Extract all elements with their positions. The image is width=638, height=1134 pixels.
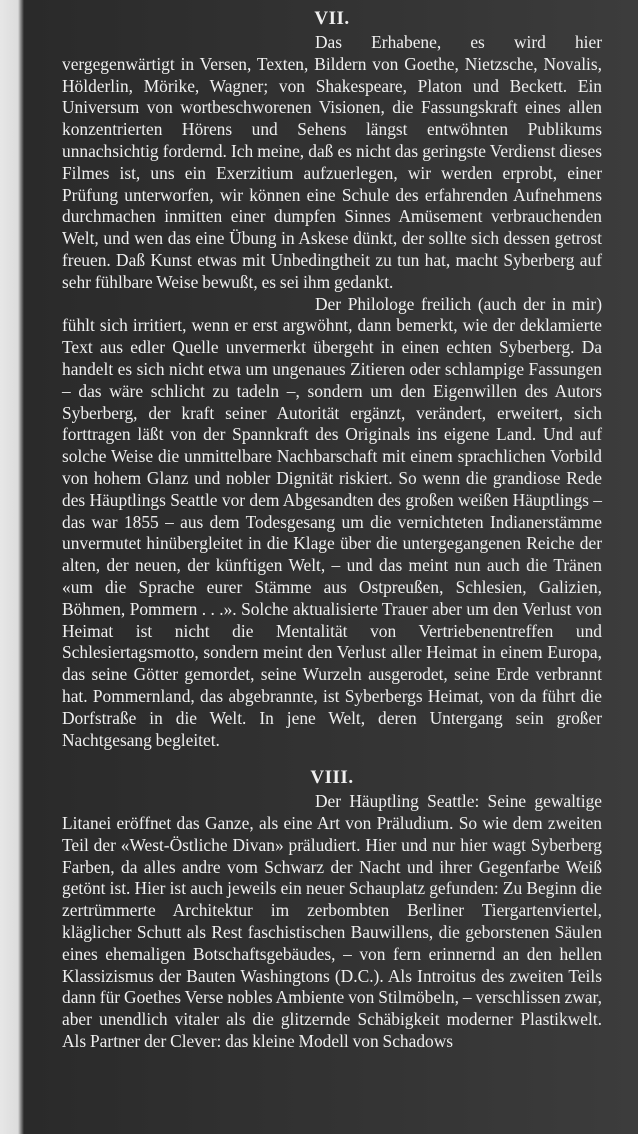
text-column: [62, 8, 602, 1053]
paragraph-philologe: Der Philologe freilich (auch der in mir) fühlt sich irritiert, wenn er erst argwöhnt, dann bemerkt, wie der deklamierte Text aus edler Quelle unvermerkt übergeht in einen echten Syberberg. Da handelt es sich nicht etwa um ungenaues Zitieren oder schlampige Fassungen – das wäre schlicht zu tadeln –, sondern um den Eigenwillen des Autors Syberberg, der kraft seiner Autorität ergänzt, verändert, erweitert, sich forttragen läßt von der Spannkraft des Originals ins eigene Land. Und auf solche Weise die unmittelbare Nachbarschaft mit einem sprachlichen Vorbild von hohem Glanz und nobler Dignität riskiert. So wenn die grandiose Rede des Häuptlings Seattle vor dem Abgesandten des großen weißen Häuptlings – das war 1855 – aus dem Todesgesang um die vernichteten Indianerstämme unvermutet hinübergleitet in die Klage über die untergegangenen Reiche der alten, der neuen, der künftigen Welt, – und das meint nun auch die Tränen «um die Sprache eurer Stämme aus Ostpreußen, Schlesien, Galizien, Böhmen, Pommern . . .». Solche aktualisierte Trauer aber um den Verlust von Heimat ist nicht die Mentalität von Vertriebenentreffen und Schlesiertagsmotto, sondern meint den Verlust aller Heimat in einem Europa, das seine Götter gemordet, seine Wurzeln ausgerodet, seine Erde verbrannt hat. Pommernland, das abgebrannte, ist Syberbergs Heimat, von da führt die Dorfstraße in die Welt. In jene Welt, deren Untergang sein großer Nachtgesang begleitet.: [62, 293, 602, 750]
section-gap: [62, 751, 602, 767]
section-number-vii: VII.: [314, 8, 350, 29]
paragraph-haeuptling: Der Häuptling Seattle: Seine gewaltige Litanei eröffnet das Ganze, als eine Art von Präludium. So wie dem zweiten Teil der «West-Östliche Divan» präludiert. Hier und nur hier wagt Syberberg Farben, da alles andre vom Schwarz der Nacht und ihrer Gegenfarbe Weiß getönt ist. Hier ist auch jeweils ein neuer Schauplatz gefunden: Zu Beginn die zertrümmerte Architektur im zerbombten Berliner Tiergartenviertel, kläglicher Schutt als Rest faschistischen Bauwillens, die geborstenen Säulen eines ehemaligen Botschaftsgebäudes, – von fern erinnernd an den hellen Klassizismus der Bauten Washingtons (D.C.). Als Introitus des zweiten Teils dann für Goethes Verse nobles Ambiente von Stilmöbeln, – verschlissen zwar, aber unendlich vitaler als die glitzernde Schäbigkeit moderner Plastikwelt. Als Partner der Clever: das kleine Modell von Schadows: [62, 791, 602, 1052]
section-number-viii: VIII.: [310, 767, 354, 789]
paragraph-erhabene: Das Erhabene, es wird hier vergegenwärtigt in Versen, Texten, Bildern von Goethe, Nietzsche, Novalis, Hölderlin, Mörike, Wagner; von Shakespeare, Platon und Beckett. Ein Universum von wortbeschworenen Visionen, die Fassungskraft eines allen konzentrierten Hörens und Sehens längst entwöhnten Publikums unnachsichtig fordernd. Ich meine, daß es nicht das geringste Verdienst dieses Filmes ist, uns ein Exerzitium aufzuerlegen, wir werden erprobt, einer Prüfung unterworfen, wir können eine Schule des erfahrenden Aufnehmens durchmachen inmitten einer dumpfen Sinnes Amüsement verbrauchenden Welt, und wen das eine Übung in Askese dünkt, der sollte sich dessen getrost freuen. Daß Kunst etwas mit Unbedingtheit zu tun hat, macht Syberberg auf sehr fühlbare Weise bewußt, es sei ihm gedankt.: [62, 32, 602, 292]
